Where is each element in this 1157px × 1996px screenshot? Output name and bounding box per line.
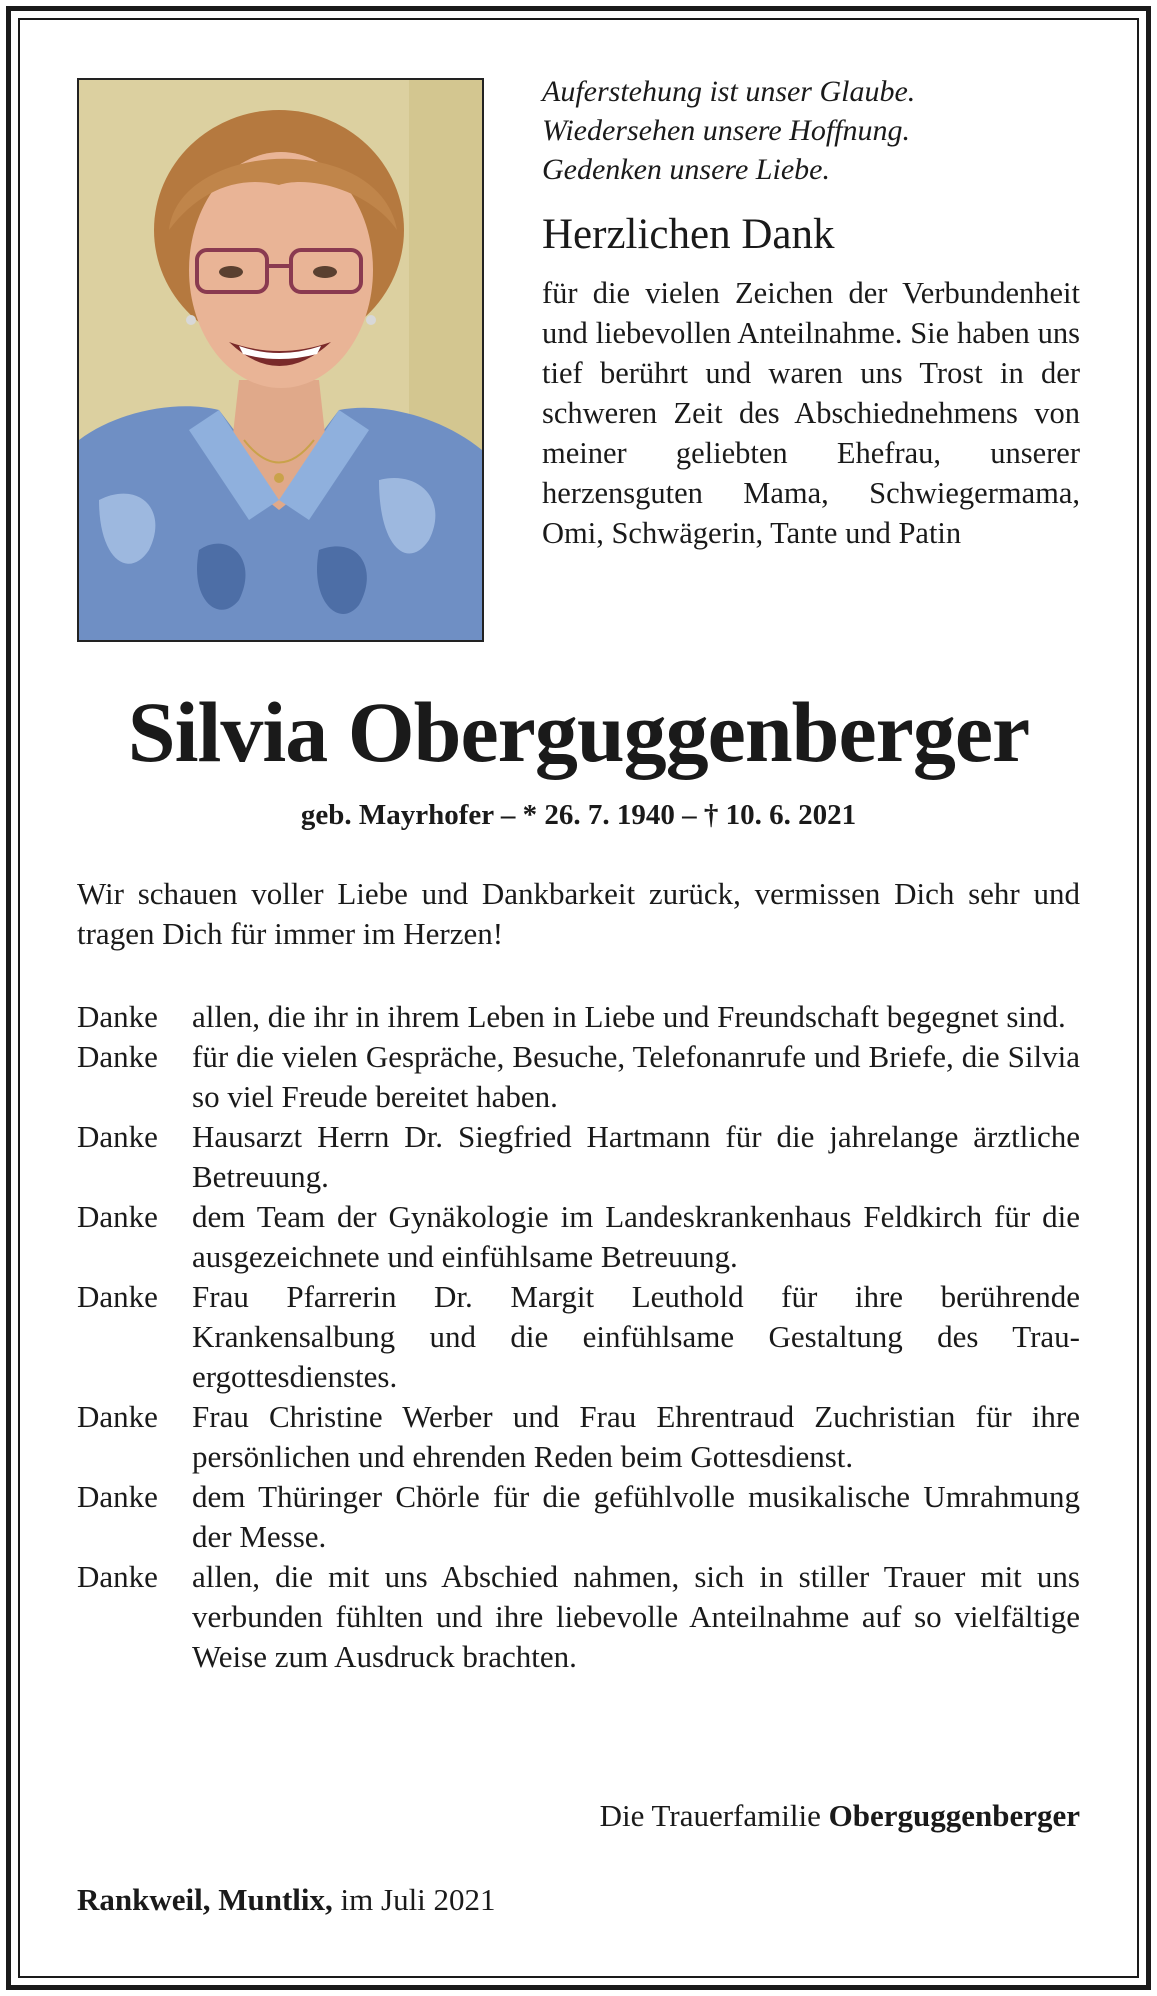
danke-word: Danke [77, 1119, 158, 1154]
danke-text: für die vielen Gespräche, Besuche, Telefonanrufe und Briefe, die Silvia so viel Freude bereitet haben. [192, 1039, 1080, 1114]
danke-item [77, 1117, 1080, 1197]
danke-word: Danke [77, 999, 158, 1034]
danke-word: Danke [77, 1399, 158, 1434]
signature-family: Oberguggenberger [828, 1798, 1080, 1833]
danke-item [77, 1197, 1080, 1277]
danke-text: Frau Christine Werber und Frau Ehrentraud Zuchristian für ihre persönlichen und ehrenden Reden beim Gottesdienst. [192, 1399, 1080, 1474]
place: Rankweil, Muntlix, [77, 1882, 333, 1917]
danke-text: dem Team der Gynäkologie im Landeskrankenhaus Feldkirch für die ausgezeichnete und einfühlsame Betreuung. [192, 1199, 1080, 1274]
danke-item [77, 1277, 1080, 1397]
thanks-body: für die vielen Zeichen der Verbundenheit und liebevollen Anteilnahme. Sie haben uns tief berührt und waren uns Trost in der schweren Zeit des Abschiednehmens von meiner geliebten Ehefrau, unserer herzensguten Mama, Schwiegermama, Omi, Schwägerin, Tante und Patin [542, 276, 1080, 550]
danke-item [77, 1477, 1080, 1557]
motto-line: Gedenken unsere Liebe. [542, 153, 830, 186]
thanks-title: Herzlichen Dank [542, 211, 835, 258]
portrait-photo [77, 78, 484, 642]
danke-word: Danke [77, 1479, 158, 1514]
right-column [542, 72, 1080, 553]
intro-text: Wir schauen voller Liebe und Dankbarkeit zurück, vermissen Dich sehr und tragen Dich für immer im Herzen! [77, 876, 1080, 951]
date: im Juli 2021 [340, 1882, 496, 1917]
motto-line: Auferstehung ist unser Glaube. [542, 75, 916, 108]
danke-text: allen, die mit uns Abschied nahmen, sich in stiller Trauer mit uns verbunden fühlten und ihre liebevolle Anteilnahme auf so vielfältige Weise zum Ausdruck brachten. [192, 1559, 1080, 1674]
danke-text: allen, die ihr in ihrem Leben in Liebe und Freundschaft begegnet sind. [192, 999, 1066, 1034]
danke-text: Hausarzt Herrn Dr. Siegfried Hartmann für die jahrelange ärztliche Betreuung. [192, 1119, 1080, 1194]
danke-list [77, 997, 1080, 1677]
danke-item [77, 1037, 1080, 1117]
danke-text: dem Thüringer Chörle für die gefühlvolle musikalische Umrahmung der Messe. [192, 1479, 1080, 1554]
portrait-illustration [79, 80, 482, 640]
danke-word: Danke [77, 1199, 158, 1234]
life-dates: geb. Mayrhofer – * 26. 7. 1940 – † 10. 6. 2021 [300, 799, 857, 831]
danke-item [77, 1397, 1080, 1477]
danke-text: Frau Pfarrerin Dr. Margit Leuthold für ihre berührende Krankensalbung und die einfühlsame Gestaltung des Trauergottesdienstes. [192, 1279, 1080, 1394]
motto [542, 72, 1080, 189]
danke-item [77, 1557, 1080, 1677]
signature [600, 1796, 1080, 1836]
deceased-name: Silvia Oberguggenberger [127, 684, 1030, 780]
place-date [77, 1880, 496, 1920]
danke-word: Danke [77, 1559, 158, 1594]
motto-line: Wiedersehen unsere Hoffnung. [542, 114, 910, 147]
danke-word: Danke [77, 1039, 158, 1074]
danke-item [77, 997, 1080, 1037]
signature-prefix: Die Trauerfamilie [599, 1798, 821, 1833]
danke-word: Danke [77, 1279, 158, 1314]
